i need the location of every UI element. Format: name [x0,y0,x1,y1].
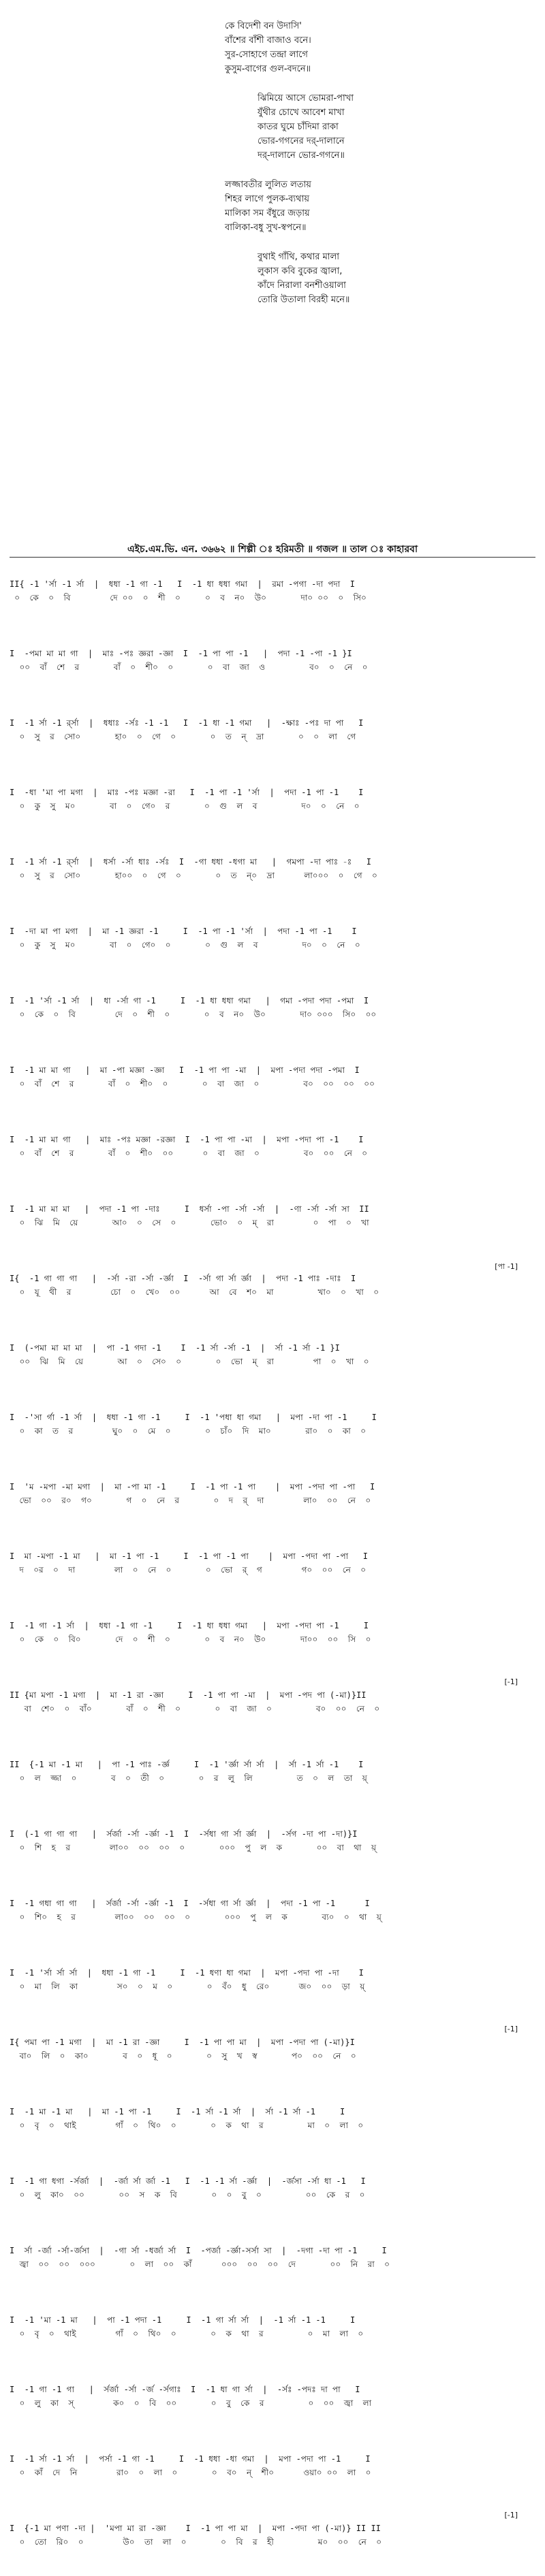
poem-line: তোরি উতালা বিরহী মনে॥ [258,295,350,305]
syllables-text: ০ সু র সো০ হা০ ০ গে ০ ০ ত ন্ দ্রা ০ ০ লা গে [10,732,356,741]
notes-text: I -পমা মা মা গা | মাঃ -পঃ জ্ঞরা -জ্ঞা I -1 পা পা -1 | পদা -1 -পা -1 }I [10,649,352,658]
notation-row [0,2090,545,2159]
song-header: এইচ.এম.ভি. এন. ৩৬৬২ ॥ শিল্পী ঃ হরিমতী ॥ গজল ॥ তাল ঃ কাহারবা [127,544,418,555]
notation-row [0,1812,545,1882]
poem-line: লজ্জাবতীর লুলিত লতায় [225,180,311,190]
header-rule [10,557,535,558]
poem-stanza [225,250,525,307]
notation-row [0,1118,545,1187]
poem-line: ঝিমিয়ে আসে ভোমরা-পাখা [258,93,354,103]
repeat-marker: [-1] [504,2025,518,2033]
swaralipi-notes [0,2105,545,2119]
notes-text: I -1 গা -1 র্সা | ধধা -1 গা -1 I -1 ধা ধধা গমা | মপা -পদা পা -1 I [10,1621,369,1630]
notation-row [0,771,545,840]
syllables-text: ০ বৃ ০ থাই গাঁ ০ থি০ ০ ০ ক থা র মা ০ লা ০ [10,2121,364,2130]
notes-text: II {মা মপা -1 মগা | মা -1 রা -জ্ঞা I -1 পা পা -মা | মপা -পদ পা (-মা)}II [10,1690,367,1700]
syllables-text: বা শে০ ০ বাঁ০ বাঁ ০ শী ০ ০ বা জা ০ ব০ ০০ নে ০ [10,1704,380,1713]
poem-line: বাঁশের বাঁশী বাজাও বনে। [225,35,311,46]
notation-row [0,1882,545,1951]
notation-row [0,2437,545,2507]
swaralipi-notes [0,2244,545,2257]
lyric-syllables [0,730,545,743]
notes-text: II {-1 মা -1 মা | পা -1 পাঃ -র্জ্ঞ I -1 'র্জ্ঞা র্সা র্সা | র্সা -1 র্সা -1 I [10,1760,364,1769]
syllables-text: ০ তো রি০ ০ উ০ তা লা ০ ০ বি র হী ম০ ০০ নে ০ [10,2537,382,2547]
poem [225,19,525,322]
syllables-text: ০ লু কা০ ০০ ০০ স ক বি ০ ০ বু ০ ০০ কে র ০ [10,2190,365,2200]
notation-row [0,2020,545,2090]
notes-text: I -ধা 'মা পা মগা | মাঃ -পঃ মজ্ঞা -রা I -1 পা -1 'র্সা | পদা -1 পা -1 I [10,788,364,797]
poem-line: কে বিদেশী বন উদাসি' [225,21,302,31]
lyric-syllables [0,2188,545,2202]
notes-text: II{ -1 'র্সা -1 র্সা | ধধা -1 গা -1 I -1 ধা ধধা গমা | রমা -পগা -দা পদা I [10,579,355,589]
swaralipi-notes [0,786,545,799]
notes-text: I -দা মা পা মগা | মা -1 জ্ঞরা -1 I -1 পা -1 'র্সা | পদা -1 পা -1 I [10,927,357,936]
notes-text: I -'সা র্গা -1 র্সা | ধধা -1 গা -1 I -1 'পধা ধা গমা | মপা -দা পা -1 I [10,1413,377,1422]
swaralipi-notes [0,1202,545,1216]
lyric-syllables [0,938,545,952]
swaralipi-notes [0,1619,545,1632]
syllables-text: ০ শি হ র লা০০ ০০ ০০ ০ ০০০ পু ল ক ০০ বা থা য়্ [10,1843,377,1852]
notation-row [0,1257,545,1326]
notation-row [0,1743,545,1812]
notes-text: I -1 'র্সা র্সা র্সা | ধধা -1 গা -1 I -1 ধণা ধা গমা | মপা -পদা পা -দা I [10,1968,364,1978]
notes-text: I -1 র্সা -1 র্র্সা | ধর্সা -র্সা ধাঃ -র্সঃ I -গা ধধা -ধগা মা | গমপা -দা পাঃ -ঃ I [10,857,372,867]
swaralipi-notes [0,2174,545,2188]
swaralipi-notes [0,1966,545,1980]
notation-row [0,1951,545,2020]
syllables-text: ০ কে ০ বি দে ০০ ০ শী ০ ০ ব ন০ উ০ দা০ ০০ ০ সি০ [10,593,367,602]
poem-stanza [225,91,525,163]
notes-text: I -1 গা ধগা -র্সর্জা | -র্জা র্সা র্জা -1 I -1 -1 র্সা -র্জ্ঞা | -র্জসা -র্সা ধা -1 I [10,2176,366,2186]
notes-text: I -1 'র্সা -1 র্সা | ধা -র্সা গা -1 I -1 ধা ধধা গমা | গমা -পদা পদা -পমা I [10,996,369,1005]
swaralipi-notes [0,855,545,869]
poem-line: সুর-সোহাগে তন্দ্রা লাগে [225,50,308,60]
poem-line: কুসুম-বাগের গুল-বদনে॥ [225,64,311,74]
notes-text: I মা -মপা -1 মা | মা -1 পা -1 I -1 পা -1 পা | মপা -পদা পা -পা I [10,1551,368,1561]
poem-line: শিহর লাগে পুলক-ব্যথায় [225,194,310,204]
notation-row [0,2229,545,2298]
notation-row [0,1465,545,1534]
swaralipi-notes [0,2035,545,2049]
syllables-text: বা০ লি ০ কা০ ব ০ ধূ ০ ০ সু খ স্ব প০ ০০ নে ০ [10,2051,356,2061]
syllables-text: ০ যূ থী র চো ০ খে০ ০০ আ বে শ০ মা খা০ ০ খা ০ [10,1287,379,1297]
notes-text: I -1 মা মা গা | মাঃ -পঃ মজ্ঞা -রজ্ঞা I -1 পা পা -মা | মপা -পদা পা -1 I [10,1135,364,1144]
syllables-text: জ্বা ০০ ০০ ০০০ ০ লা ০০ কাঁ ০০০ ০০ ০০ দে ০০ নি রা ০ [10,2259,390,2269]
notation-row [0,840,545,909]
notes-text: I (-পমা মা মা মা | পা -1 গদা -1 I -1 র্সা -র্সা -1 | র্সা -1 র্সা -1 }I [10,1343,340,1353]
syllables-text: ০০ বাঁ শে র বাঁ ০ শী০ ০ ০ বা জা ও ব০ ০ নে ০ [10,662,368,672]
swaralipi-notes [0,1063,545,1077]
syllables-text: ০ ল জ্জা ০ ব ০ তী ০ ০ র লু লি ত ০ ল তা য়্ [10,1773,367,1783]
swaralipi-notes [0,2383,545,2396]
swaralipi-notes [0,1133,545,1146]
lyric-syllables [0,2327,545,2340]
repeat-marker: [-1] [504,1677,518,1686]
lyric-syllables [0,1494,545,1507]
notes-text: I -1 গা -1 গা | র্সর্জা -র্সা -র্জ -র্সগাঃ I -1 ধা গা র্সা | -র্সঃ -পদঃ দা পা I [10,2385,360,2394]
lyric-syllables [0,799,545,813]
poem-line: লুকাস কবি বুকের জ্বালা, [258,266,343,276]
notation-row [0,2298,545,2368]
poem-line: বালিকা-বধু সুখ-স্বপনে॥ [225,223,307,233]
poem-line: কাঁদে নিরালা বনশীওয়ালা [258,280,346,291]
lyric-syllables [0,1146,545,1160]
swaralipi-notes [0,1758,545,1771]
notation-row [0,2159,545,2229]
notation-row [0,1396,545,1465]
notes-text: I 'ম -মপা -মা মগা | মা -পা মা -1 I -1 পা -1 পা | মপা -পদা পা -পা I [10,1482,375,1492]
lyric-syllables [0,2396,545,2410]
syllables-text: ০ কু সু ম০ বা ০ গে০ র ০ গু ল ব দ০ ০ নে ০ [10,801,360,811]
lyric-syllables [0,1632,545,1646]
notes-text: I -1 মা মা মা | পদা -1 পা -দাঃ I ধর্সা -পা -র্সা -র্সা | -ণা -র্সা -র্সা সা II [10,1204,369,1214]
notation-row [0,979,545,1048]
lyric-syllables [0,1077,545,1091]
syllables-text: ০ মা লি কা স০ ০ ম ০ ০ বঁ০ ধু রে০ জ০ ০০ ড়া য়্ [10,1982,365,1991]
lyric-syllables [0,2119,545,2132]
swaralipi-notes [0,924,545,938]
notes-text: I -1 মা মা গা | মা -পা মজ্ঞা -জ্ঞা I -1 পা পা -মা | মপা -পদা পদা -পমা I [10,1065,360,1075]
notation-row [0,2368,545,2437]
swaralipi-notes [0,1549,545,1563]
notes-text: I -1 র্সা -1 র্র্সা | ধধাঃ -র্সঃ -1 -1 I -1 ধা -1 গমা | -ক্ষাঃ -পঃ দা পা I [10,718,364,728]
poem-line: ভোর-গগনের দর্-দালানে [258,136,345,146]
notes-text: I -1 মা -1 মা | মা -1 পা -1 I -1 র্সা -1 র্সা | র্সা -1 র্সা -1 I [10,2107,345,2116]
syllables-text: ০ ঝি মি য়ে আ০ ০ সে ০ ভো০ ০ ম্ রা ০ পা ০ খা [10,1218,369,1227]
swaralipi-notes [0,1411,545,1424]
lyric-syllables [0,1008,545,1021]
repeat-marker: [পা -1] [495,1262,518,1271]
notation-row [0,1048,545,1118]
lyric-syllables [0,660,545,674]
swaralipi-notes [0,1480,545,1494]
notation-row [0,701,545,771]
lyric-syllables [0,2466,545,2479]
swaralipi-notes [0,716,545,730]
poem-line: মালিকা সম বঁধুরে জড়ায় [225,208,310,219]
lyric-syllables [0,1771,545,1785]
notes-text: I (-1 গা গা গা | র্সর্জা -র্সা -র্জ্ঞা -1 I -র্সধা গা র্সা র্জ্ঞা | -র্সগ -দা পা -দা)}I [10,1829,358,1839]
lyric-syllables [0,1563,545,1577]
notes-text: I{ -1 গা গা গা | -র্সা -রা -র্সা -র্জ্ঞা I -র্সা গা র্সা র্জ্ঞা | পদা -1 পাঃ -দাঃ I [10,1274,356,1283]
swaralipi-notes [0,2313,545,2327]
poem-line: দর্-দালানে ভোর-গগনে॥ [258,150,345,161]
syllables-text: দ ০র ০ দা লা ০ নে ০ ০ ভো র্ গ গ০ ০০ নে ০ [10,1565,367,1575]
lyric-syllables [0,2257,545,2271]
lyric-syllables [0,1910,545,1924]
notes-text: I{ পমা পা -1 মগা | মা -1 রা -জ্ঞা I -1 পা পা মা | মপা -পদা পা (-মা)}I [10,2038,355,2047]
swaralipi-notes [0,1827,545,1841]
syllables-text: ০ লু কা স্ ক০ ০ বি ০০ ০ বু কে র ০ ০০ জ্বা লা [10,2398,372,2408]
swaralipi-notes [0,1897,545,1910]
notes-text: I -1 'মা -1 মা | পা -1 পদা -1 I -1 গা র্সা র্সা | -1 র্সা -1 -1 I [10,2315,356,2325]
poem-stanza [225,178,525,235]
syllables-text: ০ কু সু ম০ বা ০ গে০ ০ ০ গু ল ব দ০ ০ নে ০ [10,940,360,950]
poem-line: বুথাই গাঁথি, কথার মালা [258,252,340,262]
syllables-text: ০ বাঁ শে র বাঁ ০ শী০ ০ ০ বা জা ০ ব০ ০০ ০০ ০০ [10,1079,375,1089]
lyric-syllables [0,1702,545,1716]
poem-stanza [225,19,525,76]
swaralipi-notes [0,1688,545,1702]
syllables-text: ০ কা ত র ঘু০ ০ মে ০ ০ চাঁ০ দি মা০ রা০ ০ কা ০ [10,1426,367,1436]
lyric-syllables [0,1285,545,1299]
syllables-text: ভো ০০ র০ গ০ গ ০ নে র ০ দ র্ দা লা০ ০০ নে ০ [10,1496,371,1505]
notation-row [0,1673,545,1743]
syllables-text: ০ কাঁ দে নি রা০ ০ লা ০ ০ ব০ ন্ শী০ ওয়া০ ০০ লা ০ [10,2468,371,2477]
notation-row [0,1604,545,1673]
poem-line: যুঁথীর চোখে আবেশ মাখা [258,108,345,118]
poem-line: কাতর ঘুমে চাঁদিমা রাকা [258,122,339,132]
lyric-syllables [0,2535,545,2549]
lyric-syllables [0,591,545,605]
syllables-text: ০ শি০ হ র লা০০ ০০ ০০ ০ ০০০ পু ল ক ব্য০ ০ থা য়্ [10,1912,382,1922]
lyric-syllables [0,1216,545,1229]
lyric-syllables [0,1355,545,1368]
lyric-syllables [0,1424,545,1438]
notation-row [0,909,545,979]
syllables-text: ০০ ঝি মি য়ে আ ০ সে০ ০ ০ ভো ম্ রা পা ০ খা ০ [10,1357,369,1366]
syllables-text: ০ কে ০ বি০ দে ০ শী ০ ০ ব ন০ উ০ দা০০ ০০ সি ০ [10,1635,371,1644]
lyric-syllables [0,2049,545,2063]
syllables-text: ০ বাঁ শে র বাঁ ০ শী০ ০০ ০ বা জা ০ ব০ ০০ নে ০ [10,1148,368,1158]
swaralipi-notes [0,577,545,591]
notation-row [0,1326,545,1396]
lyric-syllables [0,869,545,882]
repeat-marker: [-1] [504,2511,518,2519]
swaralipi-notes [0,2522,545,2535]
swaralipi-notes [0,994,545,1008]
lyric-syllables [0,1841,545,1854]
notes-text: I -1 গধা গা গা | র্সর্জা -র্সা -র্জ্ঞা -1 I -র্সধা গা র্সা র্জ্ঞা | পদা -1 পা -1 I [10,1899,370,1908]
notation-rows [0,562,545,2576]
notes-text: I র্সা -র্জা -র্সা-র্জসা | -গা র্সা -ধর্জা র্সা I -পর্জা -র্জ্ঞা-সর্সা সা | -দগা -দা পা -1 I [10,2246,387,2255]
notes-text: I {-1 মা পণা -দা | 'মপা মা রা -জ্ঞা I -1 পা পা মা | মপা -পদা পা (-মা)} II II [10,2524,381,2533]
swaralipi-notes [0,647,545,660]
swaralipi-notes [0,1272,545,1285]
notes-text: I -1 র্সা -1 র্সা | পর্সা -1 গা -1 I -1 ধধা -ধা গমা | মপা -পদা পা -1 I [10,2454,371,2464]
lyric-syllables [0,1980,545,1993]
notation-row [0,1187,545,1257]
notation-row [0,2507,545,2576]
notation-row [0,632,545,701]
swaralipi-notes [0,2452,545,2466]
syllables-text: ০ কে ০ বি দে ০ শী ০ ০ ব ন০ উ০ দা০ ০০০ সি০ ০০ [10,1010,377,1019]
swaralipi-notes [0,1341,545,1355]
syllables-text: ০ সু র সো০ হা০০ ০ গে ০ ০ ত ন্০ দ্রা লা০০০ ০ গে ০ [10,871,377,880]
notation-row [0,562,545,632]
notation-row [0,1534,545,1604]
syllables-text: ০ বৃ ০ থাই গাঁ ০ থি০ ০ ০ ক থা র ০ মা লা ০ [10,2329,364,2338]
